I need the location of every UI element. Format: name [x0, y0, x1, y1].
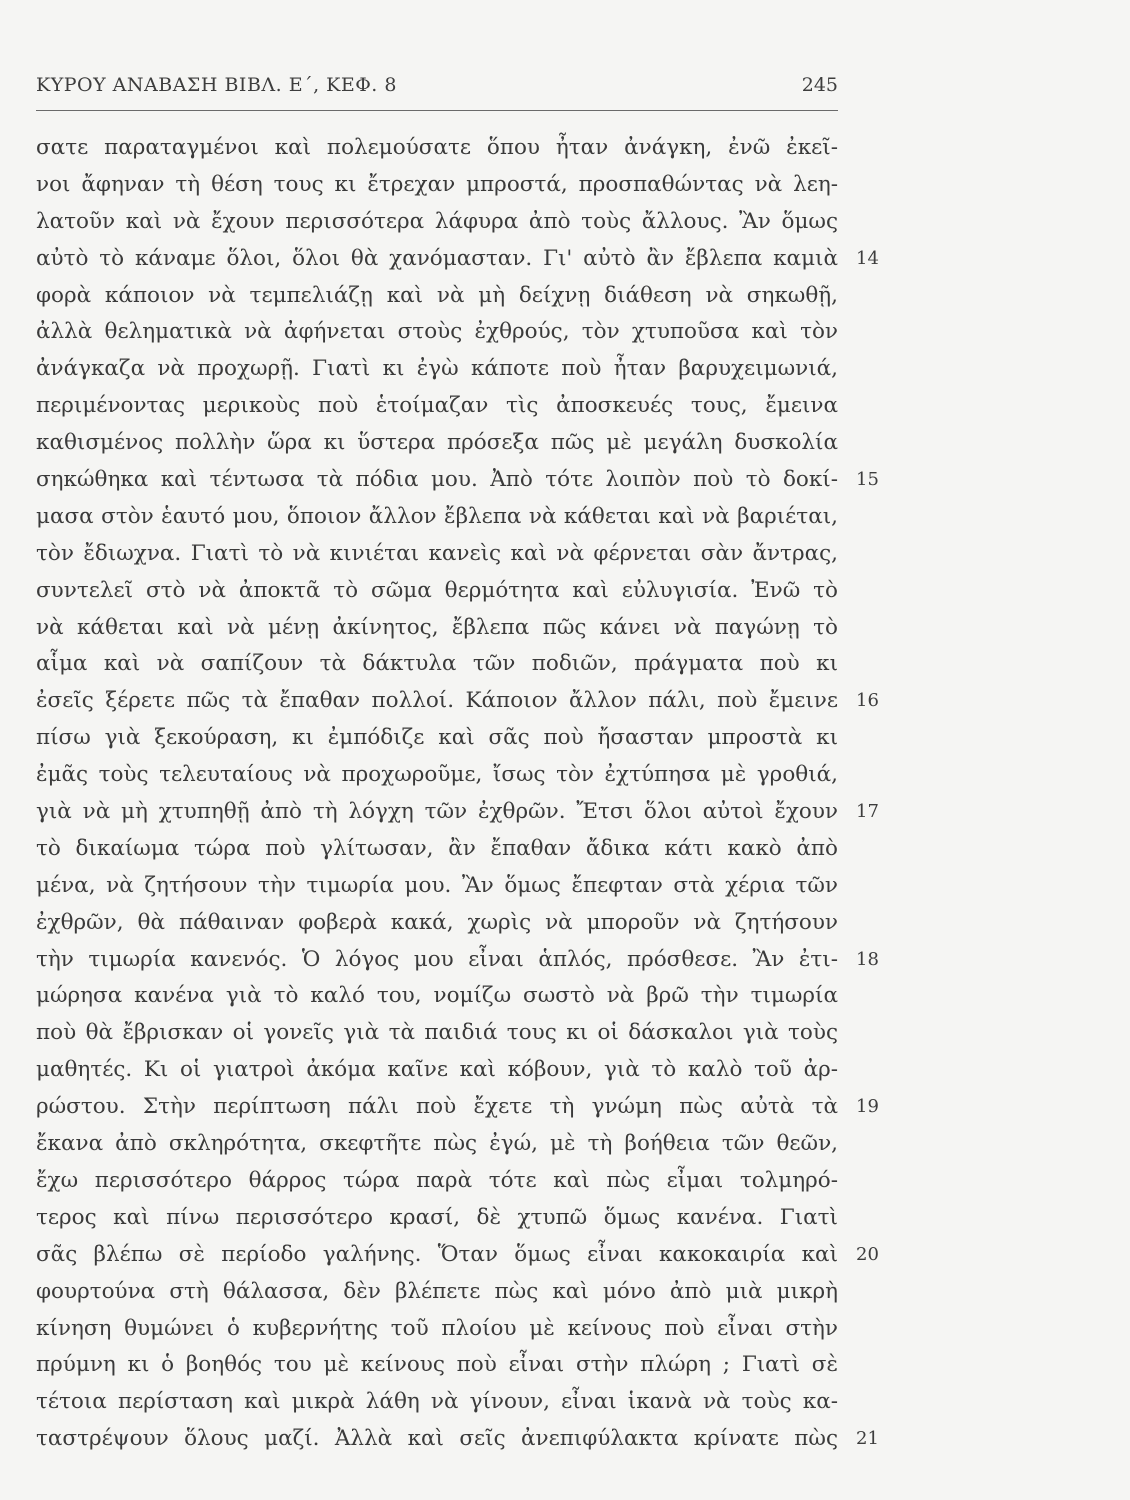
text-line — [36, 573, 838, 610]
text-line-content: σᾶς βλέπω σὲ περίοδο γαλήνης. Ὅταν ὅμως εἶναι κακοκαιρία καὶ — [36, 1241, 838, 1267]
text-line-content: ταστρέψουν ὅλους μαζί. Ἀλλὰ καὶ σεῖς ἀνεπιφύλακτα κρίνατε πὼς — [36, 1426, 838, 1452]
text-line — [36, 1421, 879, 1458]
text-line-content: ἔχω περισσότερο θάρρος τώρα παρὰ τότε καὶ πὼς εἶμαι τολμηρό- — [36, 1167, 838, 1193]
text-line — [36, 757, 838, 794]
text-line-content: μένα, νὰ ζητήσουν τὴν τιμωρία μου. Ἂν ὅμως ἔπεφταν στὰ χέρια τῶν — [36, 872, 838, 898]
text-line-content: γιὰ νὰ μὴ χτυπηθῇ ἀπὸ τὴ λόγχη τῶν ἐχθρῶν. Ἔτσι ὅλοι αὐτοὶ ἔχουν — [36, 799, 838, 825]
text-line — [36, 1237, 879, 1274]
text-line-content: ἔκανα ἀπὸ σκληρότητα, σκεφτῆτε πὼς ἐγώ, μὲ τὴ βοήθεια τῶν θεῶν, — [36, 1131, 838, 1157]
text-line — [36, 831, 838, 868]
text-line — [36, 646, 838, 683]
text-line — [36, 1384, 838, 1421]
text-line-content: νοι ἄφηναν τὴ θέση τους κι ἔτρεχαν μπροστά, προσπαθώντας νὰ λεη- — [36, 171, 838, 197]
text-line — [36, 794, 879, 831]
text-line-content: τὸν ἔδιωχνα. Γιατὶ τὸ νὰ κινιέται κανεὶς καὶ νὰ φέρνεται σὰν ἄντρας, — [36, 540, 838, 566]
text-line-content: πρύμνη κι ὁ βοηθός του μὲ κείνους ποὺ εἶναι στὴν πλώρη ; Γιατὶ σὲ — [36, 1352, 838, 1378]
section-number: 14 — [856, 247, 879, 269]
section-number: 18 — [856, 948, 879, 970]
page-number: 245 — [801, 74, 838, 96]
text-line — [36, 278, 838, 315]
text-line-content: ποὺ θὰ ἔβρισκαν οἱ γονεῖς γιὰ τὰ παιδιά τους κι οἱ δάσκαλοι γιὰ τοὺς — [36, 1020, 838, 1046]
body-text — [36, 130, 879, 1458]
running-title: ΚΥΡΟΥ ΑΝΑΒΑΣΗ ΒΙΒΛ. Ε΄, ΚΕΦ. 8 — [36, 74, 397, 96]
text-line-content: τέτοια περίσταση καὶ μικρὰ λάθη νὰ γίνουν, εἶναι ἱκανὰ νὰ τοὺς κα- — [36, 1389, 838, 1415]
text-line — [36, 130, 838, 167]
text-line — [36, 905, 838, 942]
text-line-content: νὰ κάθεται καὶ νὰ μένῃ ἀκίνητος, ἔβλεπα πῶς κάνει νὰ παγώνῃ τὸ — [36, 614, 838, 640]
text-line-content: μασα στὸν ἑαυτό μου, ὅποιον ἄλλον ἔβλεπα νὰ κάθεται καὶ νὰ βαριέται, — [36, 503, 838, 529]
text-line-content: ἀλλὰ θεληματικὰ νὰ ἀφήνεται στοὺς ἐχθρούς, τὸν χτυποῦσα καὶ τὸν — [36, 319, 838, 345]
text-line — [36, 978, 838, 1015]
text-line — [36, 1274, 838, 1311]
text-line-content: σατε παραταγμένοι καὶ πολεμούσατε ὅπου ἦταν ἀνάγκη, ἐνῶ ἐκεῖ- — [36, 135, 838, 160]
section-number: 20 — [856, 1243, 879, 1265]
text-line-content: ἐχθρῶν, θὰ πάθαιναν φοβερὰ κακά, χωρὶς νὰ μποροῦν νὰ ζητήσουν — [36, 909, 838, 935]
text-line — [36, 942, 879, 979]
text-line — [36, 241, 879, 278]
text-line-content: φουρτούνα στὴ θάλασσα, δὲν βλέπετε πὼς καὶ μόνο ἀπὸ μιὰ μικρὴ — [36, 1278, 838, 1304]
text-line-content: περιμένοντας μερικοὺς ποὺ ἑτοίμαζαν τὶς ἀποσκευές τους, ἔμεινα — [36, 393, 838, 419]
text-line-content: ἀνάγκαζα νὰ προχωρῇ. Γιατὶ κι ἐγὼ κάποτε ποὺ ἦταν βαρυχειμωνιά, — [36, 356, 838, 382]
section-number: 21 — [856, 1428, 879, 1450]
text-line — [36, 1311, 838, 1348]
text-line — [36, 1163, 838, 1200]
text-line-content: αὐτὸ τὸ κάναμε ὅλοι, ὅλοι θὰ χανόμασταν. Γι' αὐτὸ ἂν ἔβλεπα καμιὰ — [36, 245, 838, 271]
text-line-content: πίσω γιὰ ξεκούραση, κι ἐμπόδιζε καὶ σᾶς ποὺ ἤσασταν μπροστὰ κι — [36, 725, 838, 751]
text-line — [36, 499, 838, 536]
header-rule — [36, 110, 838, 111]
text-line-content: τὴν τιμωρία κανενός. Ὁ λόγος μου εἶναι ἁπλός, πρόσθεσε. Ἂν ἐτι- — [36, 946, 838, 972]
text-line — [36, 868, 838, 905]
text-line-content: ἐσεῖς ξέρετε πῶς τὰ ἔπαθαν πολλοί. Κάποιον ἄλλον πάλι, ποὺ ἔμεινε — [36, 688, 838, 714]
text-line — [36, 1126, 838, 1163]
text-line — [36, 462, 879, 499]
text-line — [36, 1347, 838, 1384]
text-line — [36, 536, 838, 573]
text-line — [36, 1200, 838, 1237]
text-line — [36, 167, 838, 204]
text-line-content: ρώστου. Στὴν περίπτωση πάλι ποὺ ἔχετε τὴ γνώμη πὼς αὐτὰ τὰ — [36, 1094, 838, 1120]
text-line-content: μαθητές. Κι οἱ γιατροὶ ἀκόμα καῖνε καὶ κόβουν, γιὰ τὸ καλὸ τοῦ ἀρ- — [36, 1057, 838, 1083]
text-line — [36, 425, 838, 462]
text-line — [36, 1015, 838, 1052]
text-line-content: αἷμα καὶ νὰ σαπίζουν τὰ δάκτυλα τῶν ποδιῶν, πράγματα ποὺ κι — [36, 651, 838, 677]
text-line-content: μώρησα κανένα γιὰ τὸ καλό του, νομίζω σωστὸ νὰ βρῶ τὴν τιμωρία — [36, 983, 838, 1009]
section-number: 16 — [856, 690, 879, 712]
text-line-content: φορὰ κάποιον νὰ τεμπελιάζῃ καὶ νὰ μὴ δείχνῃ διάθεση νὰ σηκωθῇ, — [36, 282, 838, 308]
section-number: 17 — [856, 801, 879, 823]
text-line — [36, 204, 838, 241]
text-line — [36, 351, 838, 388]
text-line-content: λατοῦν καὶ νὰ ἔχουν περισσότερα λάφυρα ἀπὸ τοὺς ἄλλους. Ἂν ὅμως — [36, 208, 838, 234]
text-line — [36, 314, 838, 351]
text-line — [36, 720, 838, 757]
text-line — [36, 1052, 838, 1089]
text-line — [36, 610, 838, 647]
text-line — [36, 388, 838, 425]
section-number: 19 — [856, 1096, 879, 1118]
text-line — [36, 1089, 879, 1126]
text-line-content: τὸ δικαίωμα τώρα ποὺ γλίτωσαν, ἂν ἔπαθαν ἄδικα κάτι κακὸ ἀπὸ — [36, 835, 838, 861]
running-head — [36, 74, 838, 104]
text-line-content: κίνηση θυμώνει ὁ κυβερνήτης τοῦ πλοίου μὲ κείνους ποὺ εἶναι στὴν — [36, 1315, 838, 1341]
text-line — [36, 683, 879, 720]
text-line-content: σηκώθηκα καὶ τέντωσα τὰ πόδια μου. Ἀπὸ τότε λοιπὸν ποὺ τὸ δοκί- — [36, 467, 838, 493]
section-number: 15 — [856, 469, 879, 491]
text-line-content: καθισμένος πολλὴν ὥρα κι ὕστερα πρόσεξα πῶς μὲ μεγάλη δυσκολία — [36, 430, 838, 456]
text-line-content: συντελεῖ στὸ νὰ ἀποκτᾶ τὸ σῶμα θερμότητα καὶ εὐλυγισία. Ἐνῶ τὸ — [36, 577, 838, 603]
text-line-content: τερος καὶ πίνω περισσότερο κρασί, δὲ χτυπῶ ὅμως κανένα. Γιατὶ — [36, 1204, 838, 1230]
text-line-content: ἐμᾶς τοὺς τελευταίους νὰ προχωροῦμε, ἴσως τὸν ἐχτύπησα μὲ γροθιά, — [36, 762, 838, 788]
